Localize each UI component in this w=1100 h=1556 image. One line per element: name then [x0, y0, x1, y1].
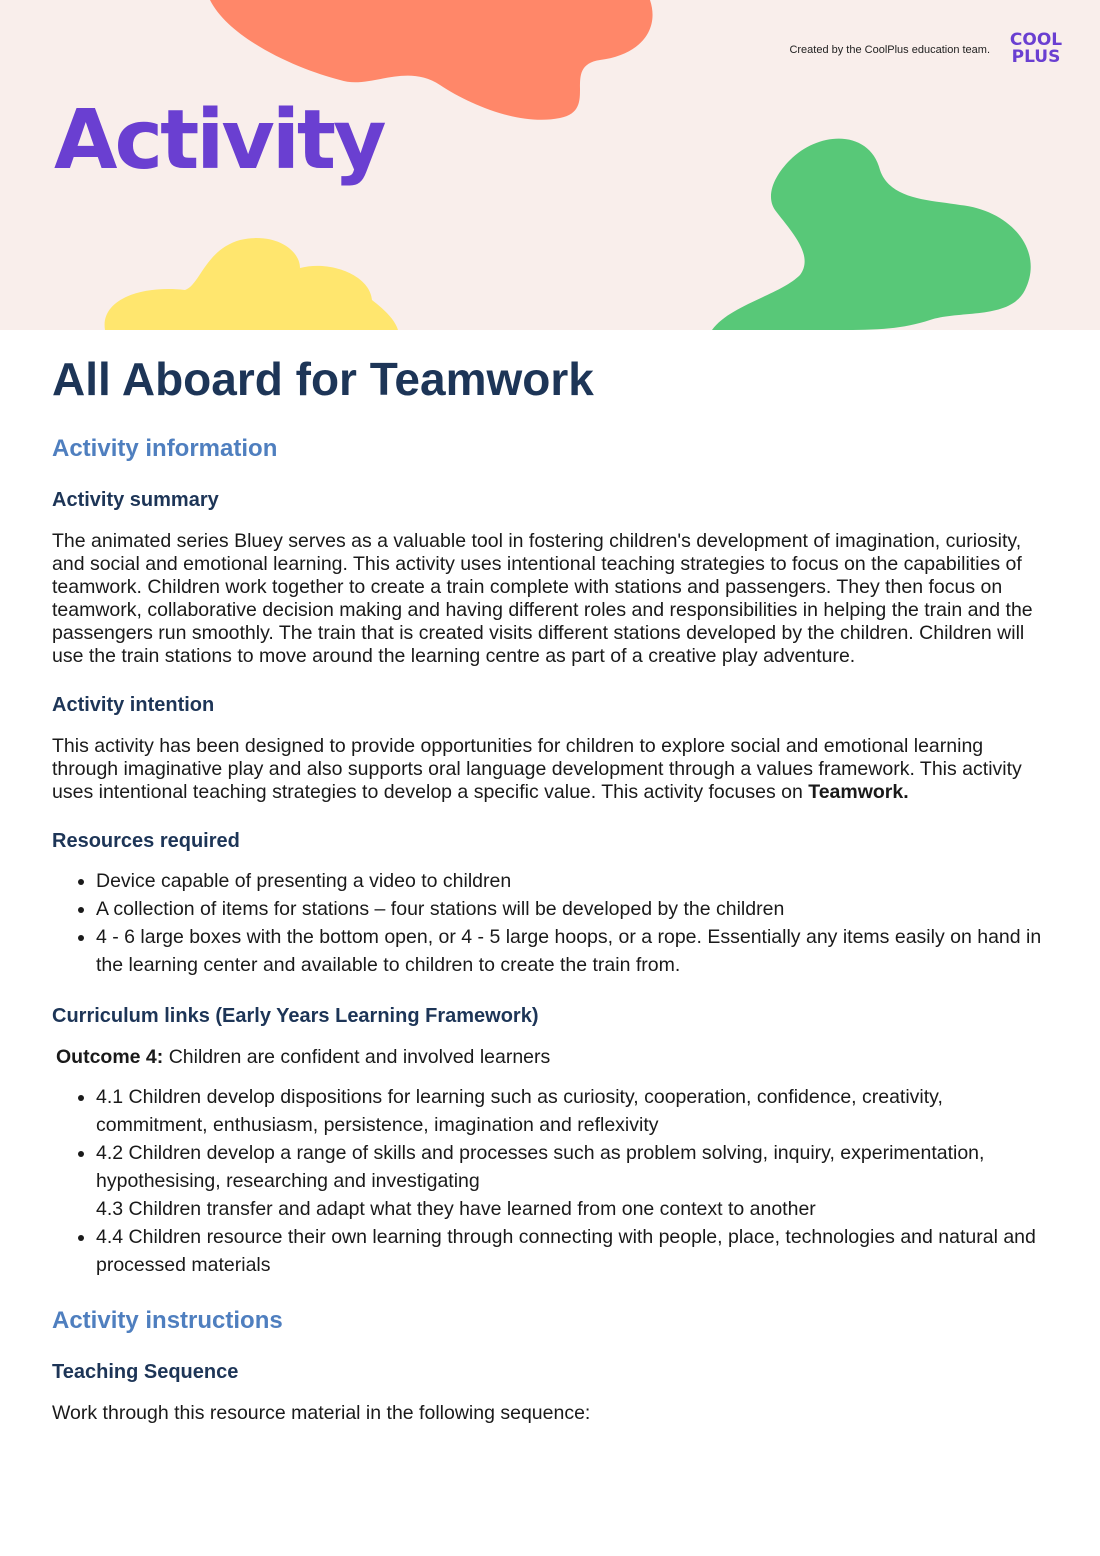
- outcome-line: [52, 1046, 1052, 1069]
- outcome-text: Children are confident and involved learners: [163, 1046, 551, 1069]
- banner-title: Activity: [54, 93, 384, 188]
- list-item: 4.3 Children transfer and adapt what they have learned from one context to another: [96, 1198, 816, 1221]
- resources-list: [52, 867, 1052, 979]
- header-banner: [0, 0, 1100, 330]
- curriculum-heading: Curriculum links (Early Years Learning Framework): [52, 1005, 539, 1028]
- intention-text: This activity has been designed to provide opportunities for children to explore social and emotional learning through imaginative play and also supports oral language development through a values framework. This activity uses intentional teaching strategies to develop a specific value. This activity focuses on: [52, 735, 1022, 804]
- summary-heading: Activity summary: [52, 489, 219, 512]
- outcomes-list: [52, 1083, 1052, 1279]
- list-item: • Device capable of presenting a video to children: [96, 867, 1052, 895]
- list-item: • 4 - 6 large boxes with the bottom open, or 4 - 5 large hoops, or a rope. Essentially any items easily on hand in the learning center and available to children to create the train from.: [96, 923, 1052, 979]
- coolplus-logo: [1004, 32, 1068, 72]
- summary-text: The animated series Bluey serves as a valuable tool in fostering children's development of imagination, curiosity, and social and emotional learning. This activity uses intentional teaching strategies to focus on the capabilities of teamwork. Children work together to create a train complete with stations and passengers. They then focus on teamwork, collaborative decision making and having different roles and responsibilities in helping the train and the passengers run smoothly. The train that is created visits different stations developed by the children. Children will use the train stations to move around the learning centre as part of a creative play adventure.: [52, 530, 1033, 668]
- list-item: • 4.4 Children resource their own learning through connecting with people, place, technologies and natural and processed materials: [96, 1223, 1052, 1279]
- resources-heading: Resources required: [52, 830, 240, 853]
- list-item: • 4.1 Children develop dispositions for learning such as curiosity, cooperation, confidence, creativity, commitment, enthusiasm, persistence, imagination and reflexivity: [96, 1083, 1052, 1139]
- created-by-text: Created by the CoolPlus education team.: [789, 44, 990, 56]
- intention-paragraph: [52, 735, 1052, 804]
- yellow-blob: [105, 238, 398, 330]
- sequence-heading: Teaching Sequence: [52, 1361, 239, 1384]
- info-heading: Activity information: [52, 435, 278, 463]
- instructions-heading: Activity instructions: [52, 1307, 283, 1335]
- intention-bold: Teamwork.: [808, 781, 909, 804]
- intention-heading: Activity intention: [52, 694, 215, 717]
- page-title: All Aboard for Teamwork: [52, 353, 594, 405]
- logo-line-2: PLUS: [1011, 47, 1061, 67]
- list-item: • 4.2 Children develop a range of skills and processes such as problem solving, inquiry, experimentation, hypothesising, researching and investigating: [96, 1139, 1052, 1195]
- sequence-text: Work through this resource material in the following sequence:: [52, 1402, 591, 1425]
- outcome-label: Outcome 4:: [56, 1046, 164, 1069]
- document-body: [52, 352, 1052, 1425]
- list-item: • A collection of items for stations – four stations will be developed by the children: [96, 895, 1052, 923]
- green-blob: [712, 139, 1031, 330]
- logo-line-1: COOL: [1009, 30, 1063, 50]
